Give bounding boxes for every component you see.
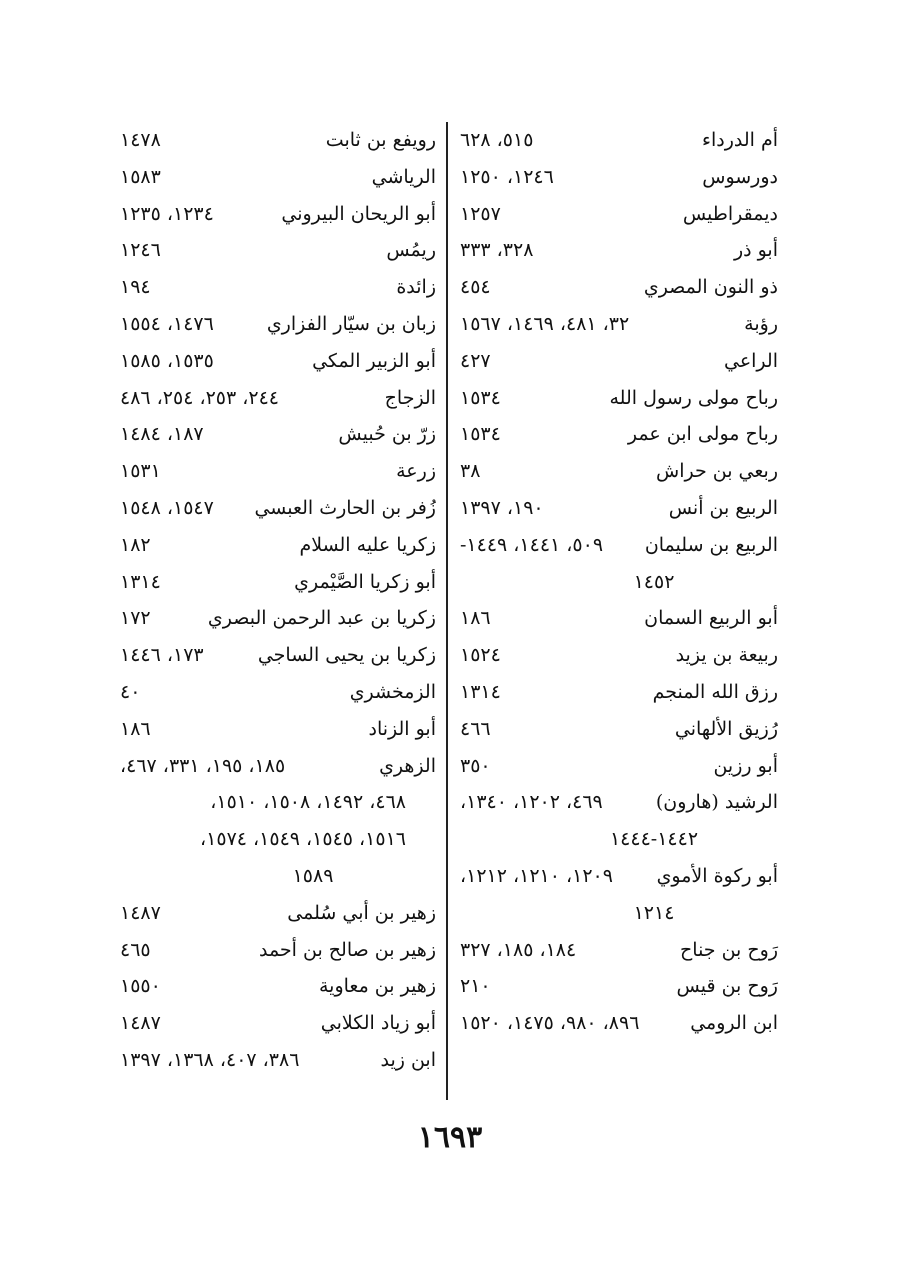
entry-name: ذو النون المصري	[643, 276, 778, 299]
entry-name: أم الدرداء	[702, 129, 778, 151]
index-entry	[120, 159, 436, 196]
index-entry	[120, 748, 436, 785]
entry-pages-continuation: ٤٦٨، ١٤٩٢، ١٥٠٨، ١٥١٠،	[210, 791, 406, 814]
index-entry	[120, 196, 436, 233]
entry-name: ربيعة بن يزيد	[675, 644, 778, 667]
index-entry	[460, 196, 778, 233]
entry-name: الزهري	[379, 754, 436, 777]
index-entry	[120, 968, 436, 1005]
index-entry	[460, 784, 778, 821]
entry-pages: ١٩٠، ١٣٩٧	[460, 496, 544, 519]
index-entry	[460, 674, 778, 711]
entry-name: زبان بن سيّار الفزاري	[266, 312, 436, 335]
entry-pages: ٤٢٧	[460, 349, 491, 372]
entry-pages: ١٣١٤	[460, 680, 501, 703]
index-entry	[460, 416, 778, 453]
index-entry	[460, 1005, 778, 1042]
entry-name: رؤبة	[744, 312, 778, 335]
index-entry	[460, 453, 778, 490]
entry-pages: ١٨٥، ١٩٥، ٣٣١، ٤٦٧،	[120, 754, 286, 777]
entry-name: الربيع بن أنس	[668, 496, 778, 519]
index-entry	[120, 527, 436, 564]
entry-name: ابن زيد	[380, 1048, 436, 1071]
index-entry	[120, 932, 436, 969]
index-entry	[460, 968, 778, 1005]
index-entry	[460, 527, 778, 564]
index-column-left	[120, 122, 436, 1079]
entry-name: أبو ذر	[733, 239, 778, 262]
entry-name: الزجاج	[384, 386, 436, 409]
index-entry	[460, 637, 778, 674]
index-entry	[120, 380, 436, 417]
entry-pages: ١٥٣٤	[460, 386, 501, 409]
index-entry	[120, 564, 436, 601]
index-entry	[460, 600, 778, 637]
entry-name: رُزيق الألهاني	[674, 717, 778, 740]
index-entry	[460, 932, 778, 969]
entry-name: زرّ بن حُبيش	[338, 423, 436, 446]
entry-pages: ١٨٦	[120, 717, 151, 740]
entry-pages-continuation: ١٤٤٢-١٤٤٤	[609, 828, 699, 851]
index-entry	[120, 306, 436, 343]
entry-name: الرشيد (هارون)	[655, 791, 778, 814]
index-entry	[120, 674, 436, 711]
index-entry	[460, 306, 778, 343]
entry-name: رباح مولى ابن عمر	[627, 423, 778, 446]
entry-name: ابن الرومي	[690, 1012, 778, 1035]
entry-name: أبو زياد الكلابي	[320, 1012, 436, 1035]
index-entry	[460, 380, 778, 417]
entry-pages: ١٧٢	[120, 607, 151, 630]
index-entry	[120, 416, 436, 453]
entry-name: زُفر بن الحارث العبسي	[254, 496, 436, 519]
index-entry	[120, 1005, 436, 1042]
index-entry	[120, 343, 436, 380]
entry-name: أبو زكريا الصَّيْمري	[294, 570, 436, 593]
entry-name: ديمقراطيس	[682, 202, 778, 225]
entry-name: رَوح بن قيس	[676, 975, 778, 998]
index-entry	[120, 637, 436, 674]
entry-pages: ٣٥٠	[460, 754, 491, 777]
entry-pages: ١٥٤٧، ١٥٤٨	[120, 496, 214, 519]
entry-pages: ١٢٠٩، ١٢١٠، ١٢١٢،	[460, 864, 613, 887]
entry-name: الزمخشري	[349, 680, 436, 703]
entry-name: رويفع بن ثابت	[325, 129, 436, 151]
entry-name: رَوح بن جناح	[680, 938, 778, 961]
entry-pages: ١٣١٤	[120, 570, 161, 593]
entry-name: زكريا عليه السلام	[299, 533, 436, 556]
entry-pages-continuation: ١٥١٦، ١٥٤٥، ١٥٤٩، ١٥٧٤،	[200, 828, 406, 851]
entry-name: أبو الزبير المكي	[312, 349, 436, 372]
index-entry	[120, 711, 436, 748]
entry-pages: ٣٨	[460, 460, 481, 483]
entry-name: رزق الله المنجم	[652, 680, 778, 703]
entry-name: زائدة	[396, 276, 436, 299]
entry-pages: ١٢٣٤، ١٢٣٥	[120, 202, 214, 225]
index-entry	[460, 858, 778, 895]
entry-pages: ٥٠٩، ١٤٤١، ١٤٤٩-	[460, 533, 604, 556]
entry-pages: ١٥٣٥، ١٥٨٥	[120, 349, 214, 372]
entry-name: أبو الريحان البيروني	[281, 202, 436, 225]
entry-pages: ١٤٨٧	[120, 901, 161, 924]
index-column-right	[460, 122, 778, 1042]
entry-pages: ٥١٥، ٦٢٨	[460, 129, 534, 151]
entry-name: الرياشي	[371, 165, 436, 188]
entry-pages: ١٩٤	[120, 276, 151, 299]
entry-pages: ٢١٠	[460, 975, 491, 998]
entry-name: الراعي	[723, 349, 778, 372]
entry-pages-continuation: ١٤٥٢	[633, 570, 675, 593]
entry-pages: ٤٦٦	[460, 717, 491, 740]
index-entry	[120, 122, 436, 159]
index-entry	[120, 1042, 436, 1079]
entry-pages: ٣٢، ٤٨١، ١٤٦٩، ١٥٦٧	[460, 312, 630, 335]
entry-name: زكريا بن يحيى الساجي	[257, 644, 436, 667]
column-divider	[446, 122, 448, 1100]
entry-pages: ١٥٣٤	[460, 423, 501, 446]
index-entry	[460, 490, 778, 527]
entry-name: أبو الزناد	[368, 717, 436, 740]
index-entry	[460, 269, 778, 306]
entry-pages: ١٧٣، ١٤٤٦	[120, 644, 204, 667]
index-entry	[120, 490, 436, 527]
entry-pages: ١٨٤، ١٨٥، ٣٢٧	[460, 938, 577, 961]
entry-pages: ٤٦٩، ١٢٠٢، ١٣٤٠،	[460, 791, 603, 814]
entry-pages: ١٥٨٣	[120, 165, 161, 188]
index-entry	[460, 711, 778, 748]
page-number: ١٦٩٣	[417, 1120, 483, 1155]
index-entry	[120, 269, 436, 306]
entry-pages: ٣٨٦، ٤٠٧، ١٣٦٨، ١٣٩٧	[120, 1048, 300, 1071]
index-entry	[120, 600, 436, 637]
entry-pages: ٢٤٤، ٢٥٣، ٢٥٤، ٤٨٦	[120, 386, 280, 409]
entry-name: أبو رزين	[713, 754, 778, 777]
entry-pages: ١٢٤٦	[120, 239, 161, 262]
entry-name: رباح مولى رسول الله	[609, 386, 778, 409]
index-entry	[120, 453, 436, 490]
entry-name: أبو ركوة الأموي	[656, 864, 778, 887]
entry-pages: ٨٩٦، ٩٨٠، ١٤٧٥، ١٥٢٠	[460, 1012, 640, 1035]
entry-name: زهير بن أبي سُلمى	[287, 901, 436, 924]
entry-pages: ٤٠	[120, 680, 141, 703]
entry-pages: ١٨٧، ١٤٨٤	[120, 423, 204, 446]
entry-pages: ١٥٣١	[120, 460, 161, 483]
entry-pages: ١٥٥٠	[120, 975, 161, 998]
entry-pages-continuation: ١٢١٤	[633, 901, 675, 924]
entry-name: زهير بن معاوية	[318, 975, 436, 998]
entry-name: زرعة	[396, 460, 436, 483]
entry-pages: ١٤٨٧	[120, 1012, 161, 1035]
entry-name: ربعي بن حراش	[656, 460, 778, 483]
index-entry	[460, 343, 778, 380]
entry-name: دورسوس	[702, 165, 778, 188]
entry-pages: ١٨٦	[460, 607, 491, 630]
entry-pages: ١٤٧٦، ١٥٥٤	[120, 312, 214, 335]
entry-name: زهير بن صالح بن أحمد	[258, 938, 436, 961]
entry-pages: ١٨٢	[120, 533, 151, 556]
entry-name: ريمُس	[386, 239, 436, 262]
index-entry	[460, 159, 778, 196]
entry-pages: ١٢٥٧	[460, 202, 501, 225]
entry-pages: ١٤٧٨	[120, 129, 161, 151]
entry-pages-continuation: ١٥٨٩	[292, 864, 334, 887]
entry-pages: ٤٥٤	[460, 276, 491, 299]
index-entry	[460, 232, 778, 269]
entry-name: زكريا بن عبد الرحمن البصري	[207, 607, 436, 630]
entry-pages: ٤٦٥	[120, 938, 151, 961]
entry-pages: ١٢٤٦، ١٢٥٠	[460, 165, 554, 188]
index-entry	[460, 122, 778, 159]
entry-name: الربيع بن سليمان	[644, 533, 778, 556]
entry-pages: ٣٢٨، ٣٣٣	[460, 239, 534, 262]
index-entry	[120, 895, 436, 932]
index-entry	[460, 748, 778, 785]
entry-name: أبو الربيع السمان	[644, 607, 778, 630]
index-entry	[120, 232, 436, 269]
entry-pages: ١٥٢٤	[460, 644, 501, 667]
